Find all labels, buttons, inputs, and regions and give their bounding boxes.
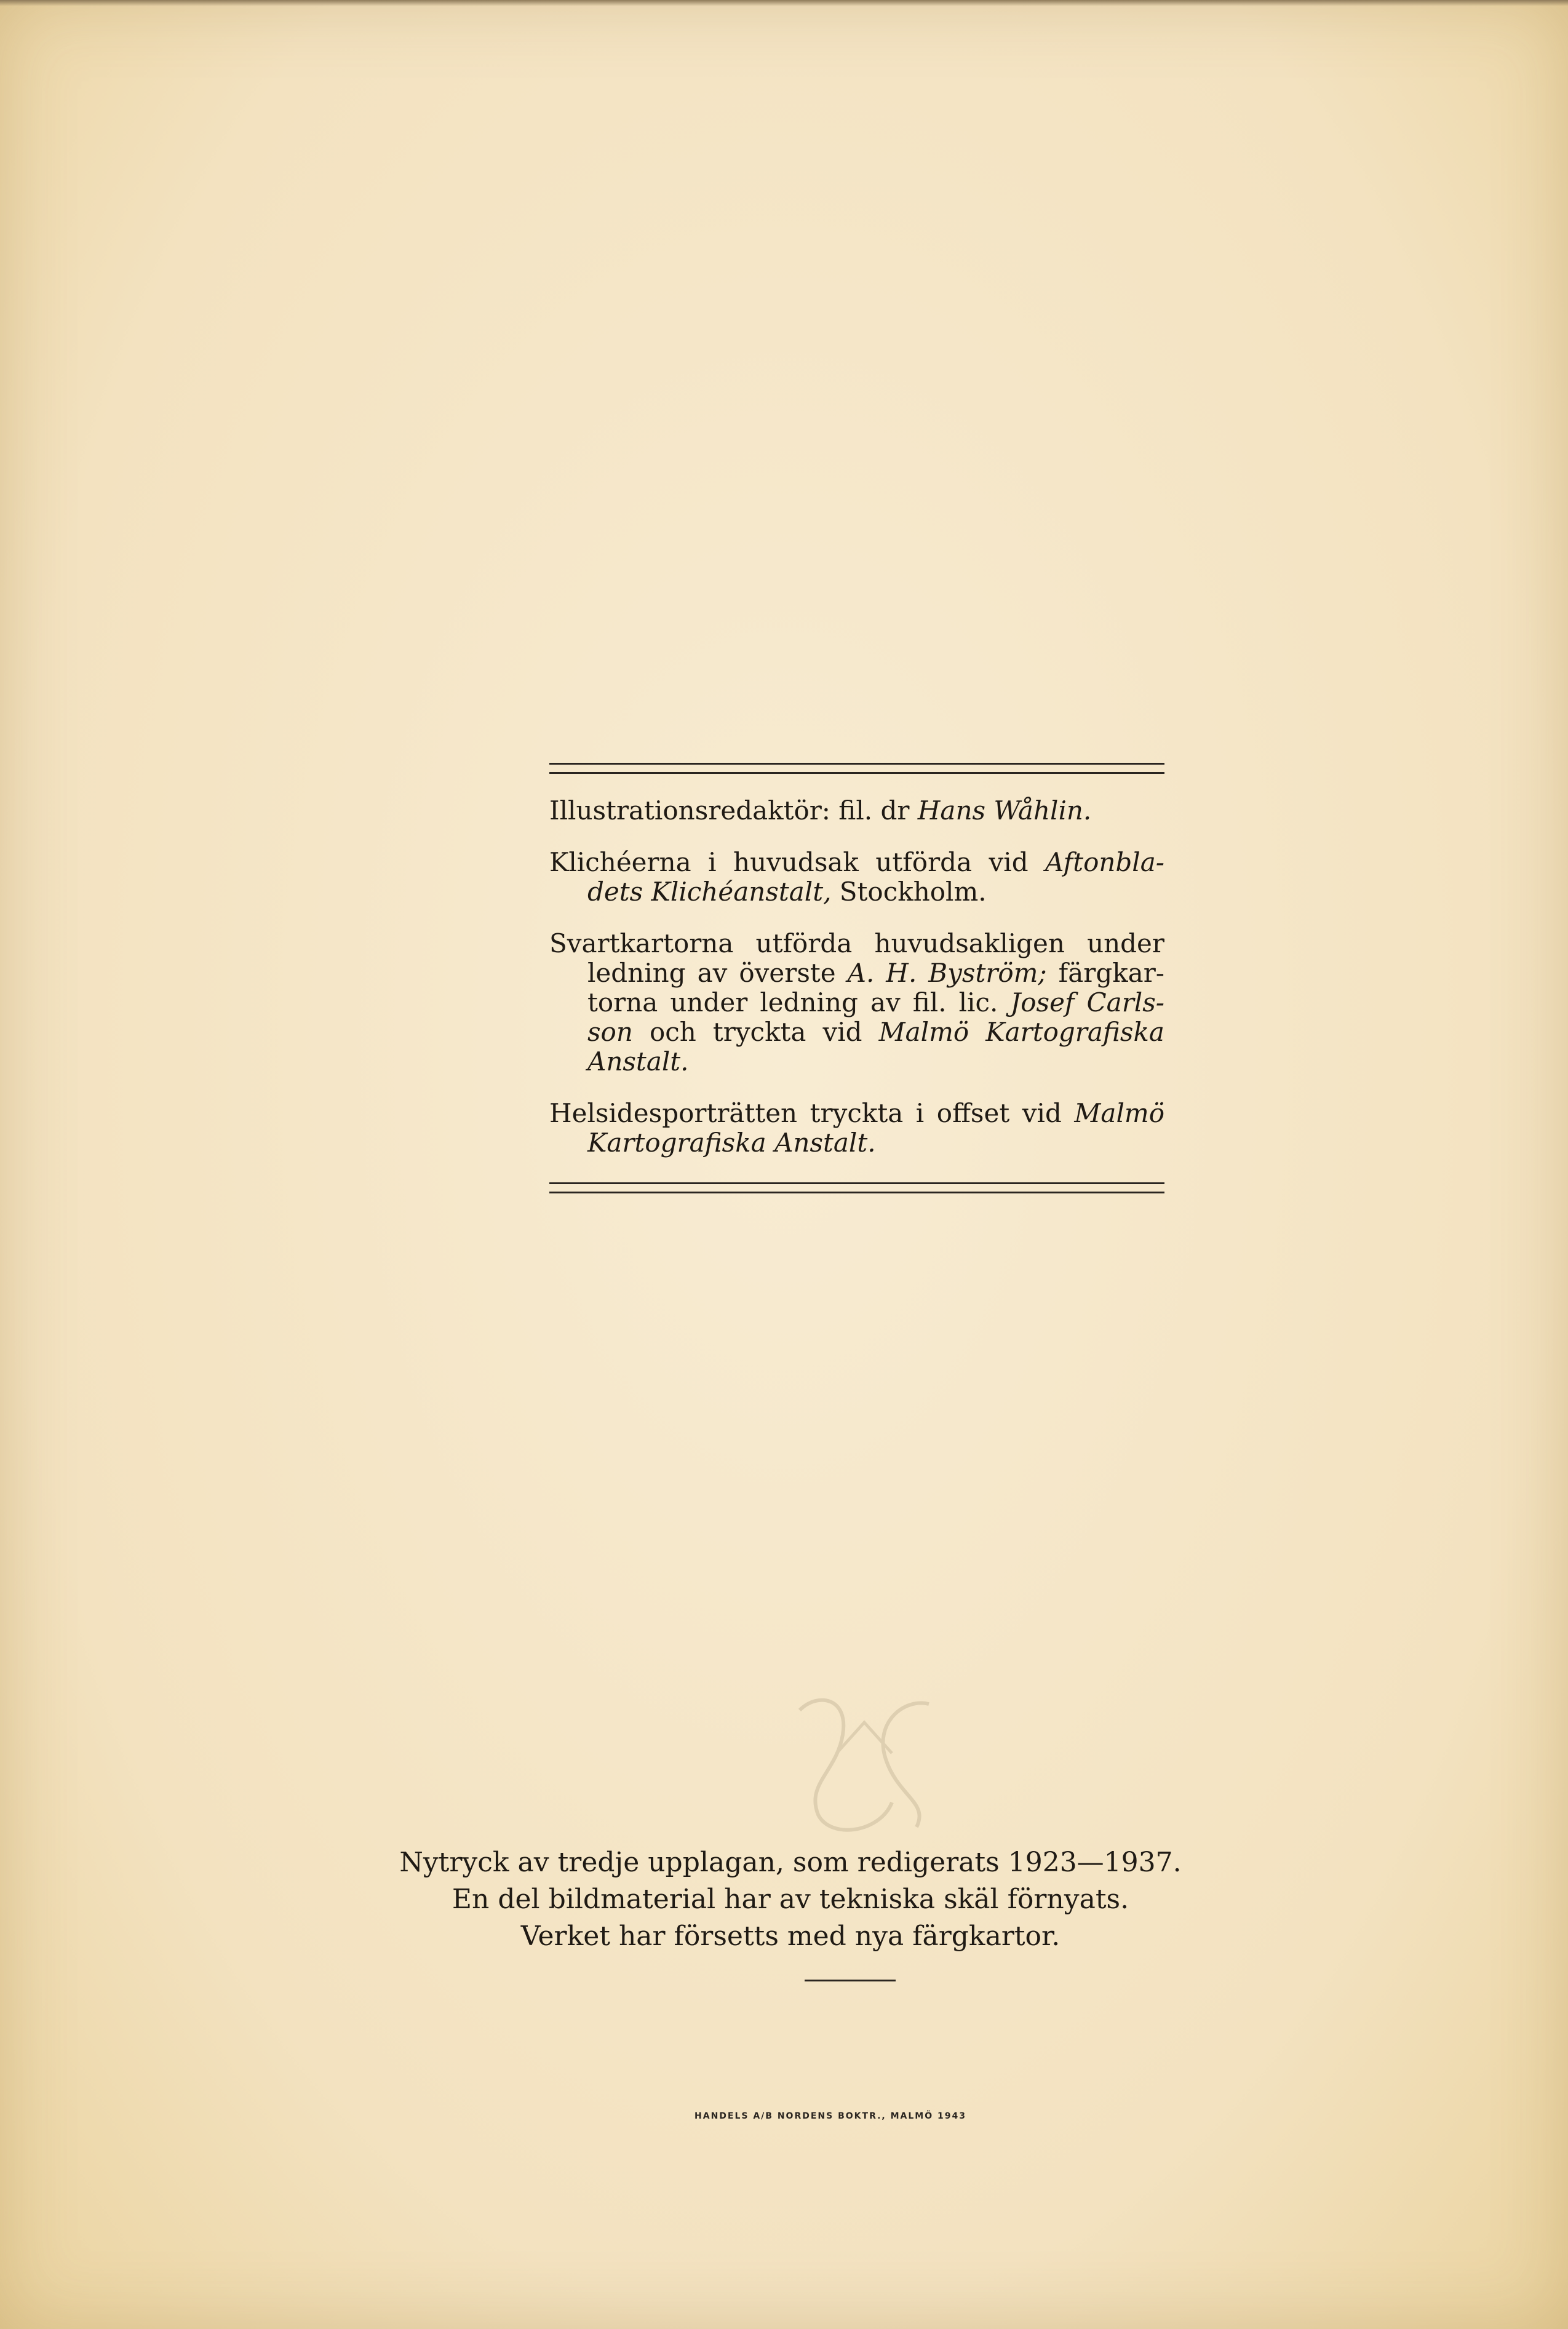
cliches-prefix: Klichéerna i huvudsak utförda vid xyxy=(549,847,1029,877)
maps-paragraph xyxy=(549,929,1164,1077)
portraits-paragraph xyxy=(549,1099,1164,1158)
illustration-editor-prefix: Illustrationsredaktör: fil. dr xyxy=(549,795,910,826)
credits-bottom-double-rule xyxy=(549,1182,1164,1193)
portraits-prefix: Helsidesporträtten tryckta i offset vid xyxy=(549,1098,1062,1128)
reprint-note xyxy=(394,1844,1187,1955)
illustration-editor-name: Hans Wåhlin. xyxy=(917,795,1092,826)
portraits-firm: Malmö Kartografiska Anstalt. xyxy=(587,1098,1165,1158)
credits-top-double-rule xyxy=(549,763,1164,774)
watermark-monogram xyxy=(781,1686,947,1845)
printer-imprint: HANDELS A/B NORDENS BOKTR., MALMÖ 1943 xyxy=(694,2111,966,2121)
color-maps-prefix: färgkartorna under ledning av fil. lic. xyxy=(587,958,1164,1017)
printed-prefix: och tryckta vid xyxy=(649,1017,862,1047)
reprint-line-2: En del bildmaterial har av tekniska skäl förnyats. xyxy=(452,1884,1129,1915)
cliches-firm: Aftonbladets Klichéanstalt, xyxy=(587,847,1164,907)
short-divider-rule xyxy=(805,1980,896,1981)
black-maps-person: A. H. Byström; xyxy=(847,958,1047,988)
black-maps-prefix: Svartkartorna utförda huvudsakligen under ledning av överste xyxy=(549,928,1164,988)
color-maps-person: Josef Carlsson xyxy=(587,987,1164,1047)
printed-firm: Malmö Kartografiska Anstalt. xyxy=(587,1017,1164,1077)
illustration-editor-line xyxy=(549,796,1164,826)
paper-top-edge xyxy=(0,0,1568,6)
reprint-line-3: Verket har försetts med nya färgkartor. xyxy=(520,1921,1061,1952)
reprint-line-1: Nytryck av tredje upplagan, som redigerats 1923—1937. xyxy=(399,1847,1182,1878)
credits-block xyxy=(549,763,1164,1193)
cliches-paragraph xyxy=(549,848,1164,907)
cliches-city: Stockholm. xyxy=(839,877,987,907)
